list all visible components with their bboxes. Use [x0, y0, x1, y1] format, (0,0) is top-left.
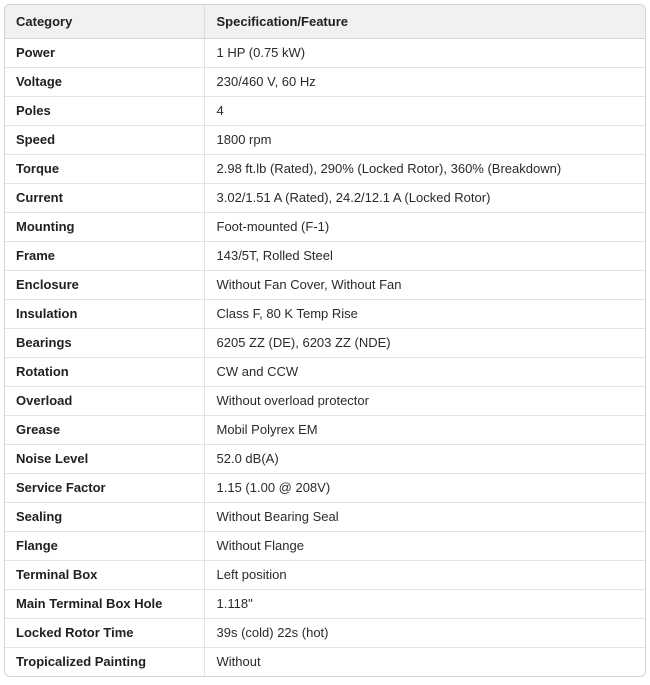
header-specification: Specification/Feature: [204, 5, 645, 38]
header-row: [5, 5, 645, 38]
specification-cell: 1.15 (1.00 @ 208V): [204, 473, 645, 502]
specification-cell: 52.0 dB(A): [204, 444, 645, 473]
specification-cell: 1800 rpm: [204, 125, 645, 154]
specification-cell: 143/5T, Rolled Steel: [204, 241, 645, 270]
spec-table: [5, 5, 645, 676]
category-cell: Mounting: [5, 212, 204, 241]
category-cell: Frame: [5, 241, 204, 270]
table-row: [5, 444, 645, 473]
specification-cell: Without overload protector: [204, 386, 645, 415]
category-cell: Voltage: [5, 67, 204, 96]
category-cell: Overload: [5, 386, 204, 415]
category-cell: Speed: [5, 125, 204, 154]
category-cell: Service Factor: [5, 473, 204, 502]
table-row: [5, 560, 645, 589]
spec-table-container: [4, 4, 646, 677]
table-row: [5, 67, 645, 96]
category-cell: Poles: [5, 96, 204, 125]
specification-cell: 6205 ZZ (DE), 6203 ZZ (NDE): [204, 328, 645, 357]
header-category: Category: [5, 5, 204, 38]
table-row: [5, 183, 645, 212]
table-row: [5, 415, 645, 444]
specification-cell: Left position: [204, 560, 645, 589]
table-row: [5, 473, 645, 502]
specification-cell: 230/460 V, 60 Hz: [204, 67, 645, 96]
table-row: [5, 618, 645, 647]
specification-cell: Class F, 80 K Temp Rise: [204, 299, 645, 328]
specification-cell: 39s (cold) 22s (hot): [204, 618, 645, 647]
specification-cell: Without Fan Cover, Without Fan: [204, 270, 645, 299]
specification-cell: 1.118": [204, 589, 645, 618]
category-cell: Grease: [5, 415, 204, 444]
specification-cell: 4: [204, 96, 645, 125]
specification-cell: CW and CCW: [204, 357, 645, 386]
category-cell: Main Terminal Box Hole: [5, 589, 204, 618]
table-row: [5, 270, 645, 299]
table-row: [5, 154, 645, 183]
table-row: [5, 241, 645, 270]
table-row: [5, 38, 645, 67]
table-row: [5, 647, 645, 676]
category-cell: Power: [5, 38, 204, 67]
table-row: [5, 357, 645, 386]
table-row: [5, 125, 645, 154]
category-cell: Flange: [5, 531, 204, 560]
specification-cell: 1 HP (0.75 kW): [204, 38, 645, 67]
table-row: [5, 96, 645, 125]
category-cell: Locked Rotor Time: [5, 618, 204, 647]
table-row: [5, 589, 645, 618]
category-cell: Sealing: [5, 502, 204, 531]
specification-cell: 2.98 ft.lb (Rated), 290% (Locked Rotor), 360% (Breakdown): [204, 154, 645, 183]
category-cell: Noise Level: [5, 444, 204, 473]
specification-cell: Mobil Polyrex EM: [204, 415, 645, 444]
specification-cell: Without Bearing Seal: [204, 502, 645, 531]
category-cell: Bearings: [5, 328, 204, 357]
table-row: [5, 299, 645, 328]
table-row: [5, 328, 645, 357]
category-cell: Rotation: [5, 357, 204, 386]
spec-table-body: [5, 38, 645, 676]
category-cell: Torque: [5, 154, 204, 183]
category-cell: Terminal Box: [5, 560, 204, 589]
category-cell: Current: [5, 183, 204, 212]
category-cell: Tropicalized Painting: [5, 647, 204, 676]
specification-cell: Foot-mounted (F-1): [204, 212, 645, 241]
specification-cell: 3.02/1.51 A (Rated), 24.2/12.1 A (Locked Rotor): [204, 183, 645, 212]
category-cell: Insulation: [5, 299, 204, 328]
spec-table-header: [5, 5, 645, 38]
specification-cell: Without Flange: [204, 531, 645, 560]
category-cell: Enclosure: [5, 270, 204, 299]
table-row: [5, 386, 645, 415]
table-row: [5, 531, 645, 560]
specification-cell: Without: [204, 647, 645, 676]
table-row: [5, 502, 645, 531]
table-row: [5, 212, 645, 241]
